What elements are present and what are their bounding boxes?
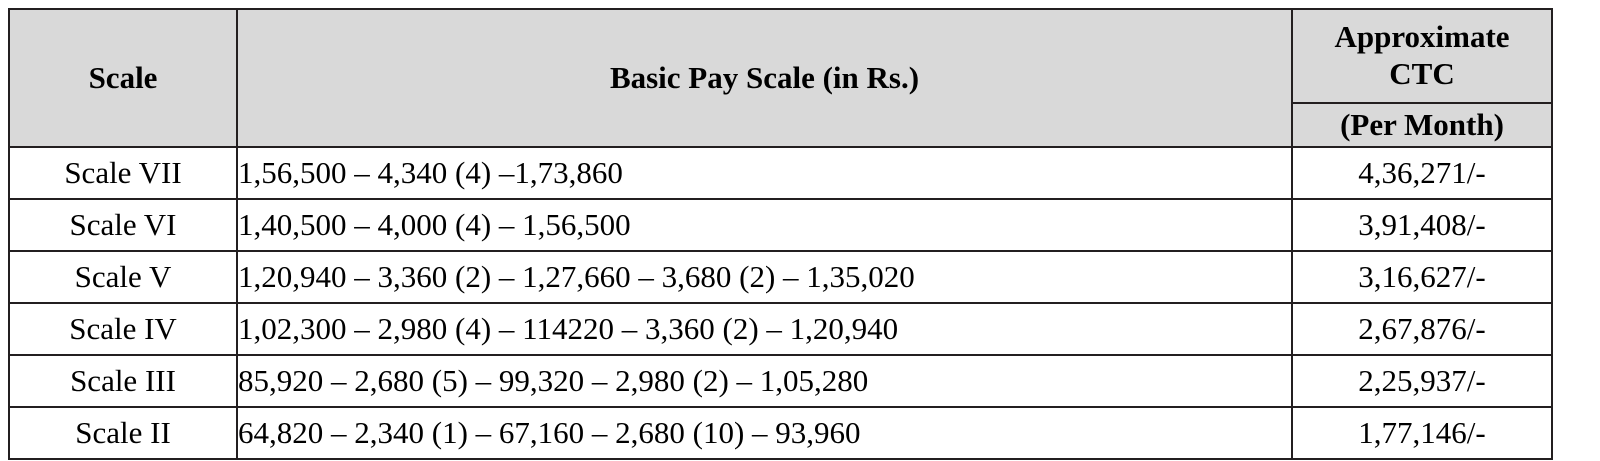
cell-scale: Scale VII <box>9 147 237 199</box>
cell-scale: Scale IV <box>9 303 237 355</box>
table-row <box>9 199 1552 251</box>
cell-basic-pay: 64,820 – 2,340 (1) – 67,160 – 2,680 (10) – 93,960 <box>237 407 1292 459</box>
cell-basic-pay: 85,920 – 2,680 (5) – 99,320 – 2,980 (2) – 1,05,280 <box>237 355 1292 407</box>
header-row-primary <box>9 9 1552 103</box>
column-header-basic-pay: Basic Pay Scale (in Rs.) <box>237 9 1292 147</box>
table-row <box>9 251 1552 303</box>
cell-basic-pay: 1,02,300 – 2,980 (4) – 114220 – 3,360 (2) – 1,20,940 <box>237 303 1292 355</box>
table-row <box>9 407 1552 459</box>
table-row <box>9 147 1552 199</box>
cell-ctc: 3,16,627/- <box>1292 251 1552 303</box>
table-body <box>9 147 1552 459</box>
table-header <box>9 9 1552 147</box>
cell-scale: Scale VI <box>9 199 237 251</box>
column-header-scale: Scale <box>9 9 237 147</box>
table-row <box>9 355 1552 407</box>
column-header-approximate-ctc-line1: Approximate <box>1334 19 1510 55</box>
cell-ctc: 4,36,271/- <box>1292 147 1552 199</box>
table-row <box>9 303 1552 355</box>
cell-scale: Scale II <box>9 407 237 459</box>
cell-scale: Scale III <box>9 355 237 407</box>
cell-ctc: 3,91,408/- <box>1292 199 1552 251</box>
column-header-approximate-ctc-line2: CTC <box>1389 56 1455 91</box>
pay-scale-table <box>8 8 1553 460</box>
column-header-approximate-ctc <box>1292 9 1552 103</box>
column-header-per-month: (Per Month) <box>1292 103 1552 147</box>
cell-basic-pay: 1,56,500 – 4,340 (4) –1,73,860 <box>237 147 1292 199</box>
cell-basic-pay: 1,20,940 – 3,360 (2) – 1,27,660 – 3,680 (2) – 1,35,020 <box>237 251 1292 303</box>
cell-ctc: 2,67,876/- <box>1292 303 1552 355</box>
cell-scale: Scale V <box>9 251 237 303</box>
cell-basic-pay: 1,40,500 – 4,000 (4) – 1,56,500 <box>237 199 1292 251</box>
cell-ctc: 1,77,146/- <box>1292 407 1552 459</box>
cell-ctc: 2,25,937/- <box>1292 355 1552 407</box>
